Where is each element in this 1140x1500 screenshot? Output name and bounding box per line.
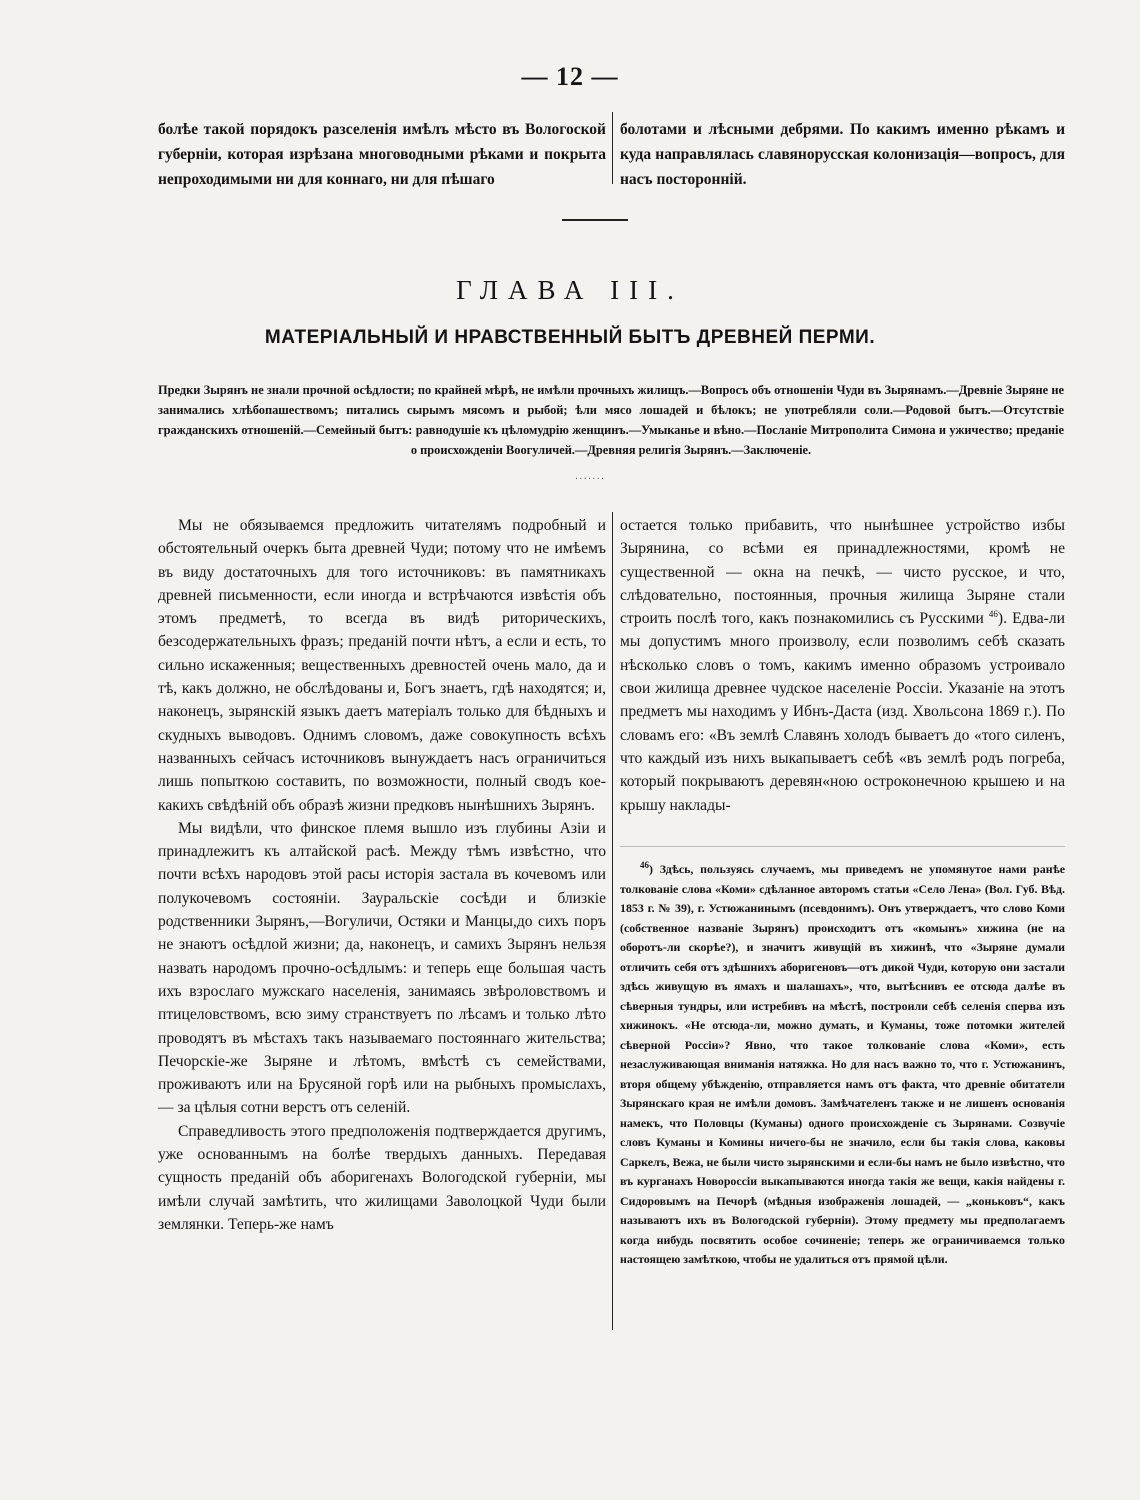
paragraph: Справедливость этого предположенія подтверждается другимъ, уже основаннымъ на болѣе твердыхъ данныхъ. Передавая сущность преданій объ аборигенахъ Вологодской губерніи, мы имѣли случай замѣтить, что жилищами Заволоцкой Чуди были землянки. Теперь-же намъ <box>158 1122 606 1233</box>
paragraph: Мы не обязываемся предложить читателямъ подробный и обстоятельный очеркъ быта древней Чуди; потому что не имѣемъ въ виду достаточныхъ для того источниковъ: въ памятникахъ древней письменности, если иногда и встрѣчаются извѣстія объ этомъ предметѣ, то всегда въ видѣ риторическихъ, безсодержательныхъ фразъ; преданій почти нѣтъ, а если и есть, то сильно искаженныя; вещественныхъ древностей очень мало, да и тѣ, какъ должно, не обслѣдованы и, Богъ знаетъ, гдѣ находятся; и, наконецъ, зырянскій языкъ даетъ матеріалъ только для бѣдныхъ и скудныхъ выводовъ. Однимъ словомъ, даже совокупность всѣхъ названныхъ сейчасъ источниковъ вынуждаетъ насъ ограничиться лишь попыткою составить, по возможности, полный сводъ кое-какихъ свѣдѣній объ образѣ жизни предковъ нынѣшнихъ Зырянъ. <box>158 517 606 814</box>
footnote-separator <box>620 846 1065 847</box>
top-left-text: болѣе такой порядокъ разселенія имѣлъ мѣсто въ Вологоской губерніи, которая изрѣзана многоводными рѣками и покрыта непроходимыми ни для коннаго, ни для пѣшаго <box>158 121 606 188</box>
footnote <box>620 860 1065 1270</box>
text-run: остается только прибавить, что нынѣшнее устройство избы Зырянина, со всѣми ея принадлежностями, кромѣ не существенной — окна на печкѣ, — чисто русское, и что, слѣдовательно, постоянныя, прочныя жилища Зыряне стали строить послѣ того, какъ познакомились съ Русскими <box>620 517 1065 628</box>
top-column-divider <box>612 112 613 184</box>
text-run: ). Едва-ли мы допустимъ много произволу, если позволимъ себѣ сказать нѣсколько словъ о томъ, какимъ именно образомъ устроивало свои жилища древнее чудское населеніе Россіи. Указаніе на этотъ предметъ мы находимъ у Ибнъ-Даста (изд. Хвольсона 1869 г.). По словамъ его: «Въ землѣ Славянъ холодъ бываетъ до «того силенъ, что каждый изъ нихъ выкапываетъ себѣ «въ землѣ родъ погреба, который покрываютъ деревян«ною остроконечною крышею и на крышу наклады- <box>620 610 1065 814</box>
footnote-paragraph <box>620 860 1065 1270</box>
footnote-text: ) Здѣсь, пользуясь случаемъ, мы приведемъ не упомянутое нами ранѣе толкованіе слова «Коми» сдѣланное авторомъ статьи «Село Лена» (Вол. Губ. Вѣд. 1853 г. № 39), г. Устюжанинымъ (псевдонимъ). Онъ утверждаетъ, что слово Коми (собственное названіе Зырянъ) происходитъ отъ «комынъ» хижина (не на оборотъ-ли скорѣе?), и значитъ живущій въ хижинѣ, что «Зыряне думали отличить себя отъ здѣшнихъ аборигеновъ—отъ дикой Чуди, которую они застали здѣсь живущую въ ямахъ и шалашахъ», что, вытѣснивъ ее отсюда далѣе въ сѣверныя тундры, или истребивъ на мѣстѣ, построили себѣ селенія сперва изъ хижинокъ. «Не отсюда-ли, можно думать, и Куманы, тоже потомки жителей сѣверной Россіи»? Явно, что такое толкованіе слова «Коми», есть незаслуживающая вниманія натяжка. Но для насъ важно то, что г. Устюжанинъ, вторя общему убѣжденію, отправляется намъ отъ факта, что древніе обитатели Зырянскаго края не имѣли домовъ. Замѣчателенъ также и не лишенъ основанія намекъ, что Половцы (Куманы) одного происхожденіе съ Зырянами. Созвучіе словъ Куманы и Комины ничего-бы не значило, если бы такія слова, каковы Саркелъ, Вежа, не были чисто зырянскими и если-бы намъ не было извѣстно, что въ курганахъ Новороссіи выкапываются иногда такія же вещи, какія найдены г. Сидоровымъ на Печорѣ (мѣдныя изображенія лошадей, — „коньковъ“, какъ называютъ ихъ въ Вологодской губерніи). Этому предмету мы предполагаемъ когда нибудь посвятить особое сочиненіе; теперь же ограничиваемся только настоящею замѣткою, чтобы не удалиться отъ прямой цѣли. <box>620 862 1065 1266</box>
section-rule <box>562 219 628 221</box>
right-column <box>620 514 1065 817</box>
chapter-title: ГЛАВА III. <box>456 275 684 305</box>
top-right-text: болотами и лѣсными дебрями. По какимъ именно рѣкамъ и куда направлялась славянорусская колонизація—вопросъ, для насъ посторонній. <box>620 121 1065 188</box>
chapter-synopsis: Предки Зырянъ не знали прочной осѣдлости; по крайней мѣрѣ, не имѣли прочныхъ жилищъ.—Вопросъ объ отношеніи Чуди въ Зырянамъ.—Древніе Зыряне не занимались хлѣбопашествомъ; питались сырымъ мясомъ и рыбой; ѣли мясо лошадей и бѣлокъ; не употребляли соли.—Родовой бытъ.—Отсутствіе гражданскихъ отношеній.—Семейный бытъ: равнодушіе къ цѣломудрію женщинъ.—Умыканье и вѣно.—Посланіе Митрополита Симона и ужичество; преданіе о происхожденіи Воогуличей.—Древняя религія Зырянъ.—Заключеніе. <box>158 383 1064 457</box>
footnote-number: 46 <box>640 860 649 871</box>
paragraph: Мы видѣли, что финское племя вышло изъ глубины Азіи и принадлежитъ къ алтайской расѣ. Между тѣмъ извѣстно, что почти всѣхъ народовъ этой расы исторія застала въ кочевомъ или полукочевомъ состояніи. Зауральскіе сосѣди и близкіе родственники Зырянъ,—Вогуличи, Остяки и Манцы,до сихъ поръ не знаютъ осѣдлой жизни; да, наконецъ, и самихъ Зырянъ нельзя назвать народомъ прочно-осѣдлымъ: и теперь еще большая часть ихъ взрослаго мужскаго населенія, занимаясь звѣроловствомъ и птицеловствомъ, всю зиму странствуетъ по лѣсамъ и только лѣто проводятъ въ мѣстахъ такъ называемаго постояннаго жительства; Печорскіе-же Зыряне и лѣтомъ, вмѣстѣ съ семействами, проживаютъ или на Брусяной горѣ или на рыбныхъ промыслахъ, — за цѣлыя сотни верстъ отъ селеній. <box>158 819 606 1117</box>
page-number: — 12 — <box>521 62 619 91</box>
left-column <box>158 514 606 1236</box>
chapter-subtitle: МАТЕРІАЛЬНЫЙ И НРАВСТВЕННЫЙ БЫТЪ ДРЕВНЕЙ ПЕРМИ. <box>264 327 876 348</box>
footnote-reference: 46 <box>988 609 998 619</box>
ornament-divider: ······· <box>574 474 606 485</box>
body-column-divider <box>612 512 613 1330</box>
paragraph <box>620 514 1065 817</box>
